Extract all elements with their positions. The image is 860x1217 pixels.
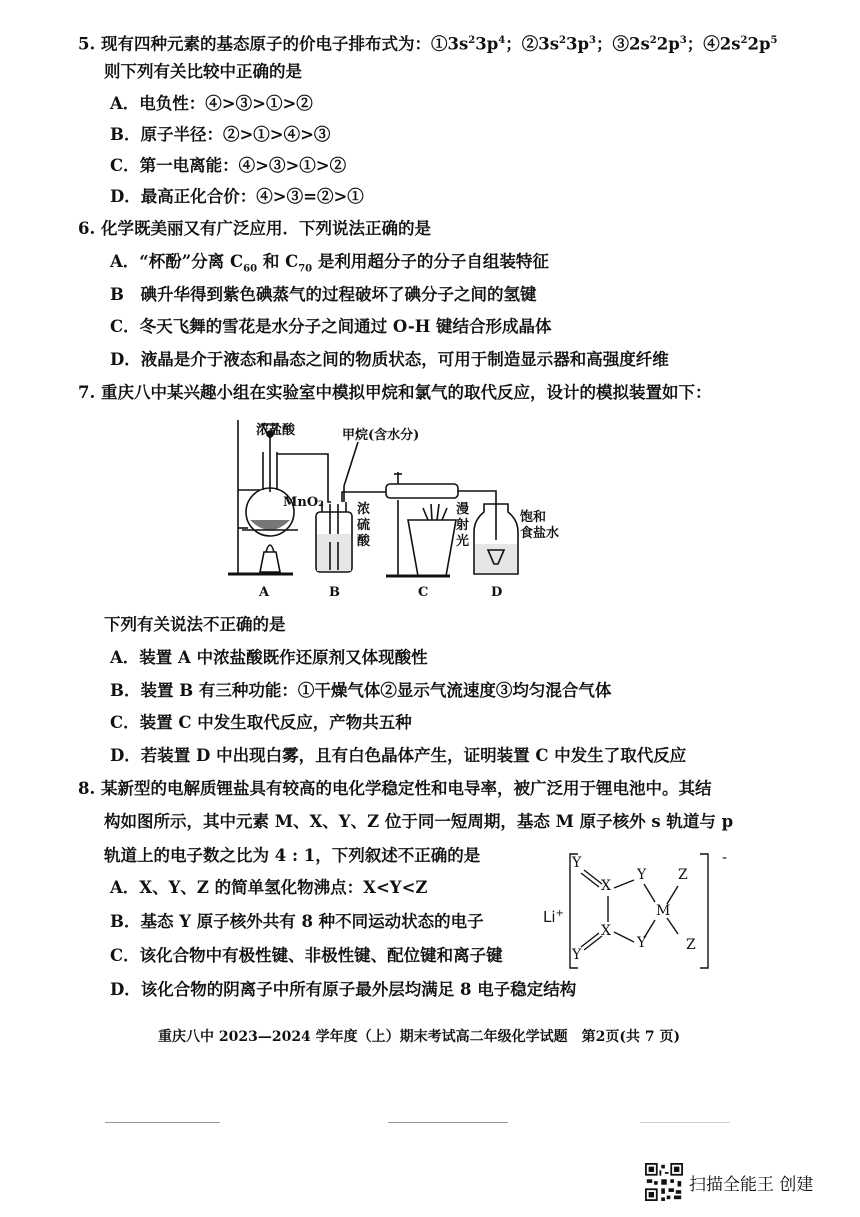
atom-y-top-left: Y	[572, 855, 582, 871]
q5-option-b: B．原子半径：②>①>④>③	[110, 125, 331, 144]
atom-y-top-right: Y	[637, 867, 647, 883]
q7-option-d: D．若装置 D 中出现白雾，且有白色晶体产生，证明装置 C 中发生了取代反应	[110, 746, 687, 765]
q8-option-b: B．基态 Y 原子核外共有 8 种不同运动状态的电子	[110, 912, 484, 931]
label-apparatus-a: A	[259, 585, 270, 600]
label-ch4: 甲烷(含水分)	[342, 428, 420, 443]
q6-stem: 6. 化学既美丽又有广泛应用．下列说法正确的是	[78, 219, 431, 238]
atom-x-bottom: X	[601, 923, 611, 939]
q8-stem-line3: 轨道上的电子数之比为 4 : 1，下列叙述不正确的是	[104, 846, 481, 865]
q8-stem-line2: 构如图所示，其中元素 M、X、Y、Z 位于同一短周期，基态 M 原子核外 s 轨道与 p	[104, 812, 734, 831]
divider-middle	[388, 1122, 508, 1123]
q6-option-a: A．“杯酚”分离 $C_{60}$ 和 $C_{70}$ 是利用超分子的分子自组装特征	[110, 252, 549, 275]
q8-option-d: D．该化合物的阴离子中所有原子最外层均满足 8 电子稳定结构	[110, 980, 577, 999]
atom-y-bottom-right: Y	[637, 935, 647, 951]
q6-option-c: C．冬天飞舞的雪花是水分子之间通过 O-H 键结合形成晶体	[110, 317, 552, 336]
q8-option-a: A．X、Y、Z 的简单氢化物沸点：X<Y<Z	[110, 878, 428, 897]
atom-m: M	[656, 903, 671, 919]
page-footer: 重庆八中 2023—2024 学年度（上）期末考试高二年级化学试题 第2页(共 7 页)	[158, 1029, 681, 1045]
label-mno2: MnO₂	[283, 495, 324, 510]
atom-y-bottom-left: Y	[572, 947, 582, 963]
q5-option-a: A．电负性：④>③>①>②	[110, 94, 313, 113]
li-cation: Li+	[543, 908, 564, 926]
q7-stem: 7. 重庆八中某兴趣小组在实验室中模拟甲烷和氯气的取代反应，设计的模拟装置如下：	[78, 383, 712, 402]
q7-stem-line2: 下列有关说法不正确的是	[104, 615, 286, 634]
atom-z-bottom: Z	[686, 937, 696, 953]
q5-stem-line2: 则下列有关比较中正确的是	[104, 62, 302, 81]
label-apparatus-d: D	[491, 585, 503, 600]
q5-option-c: C．第一电离能：④>③>①>②	[110, 156, 347, 175]
divider-left	[105, 1122, 220, 1123]
label-nacl: 饱和 食盐水	[520, 510, 560, 541]
charge-minus: -	[722, 848, 728, 866]
q6-option-d: D．液晶是介于液态和晶态之间的物质状态，可用于制造显示器和高强度纤维	[110, 350, 669, 369]
q5-stem: 5. 现有四种元素的基态原子的价电子排布式为：$①3s^23p^4$；$②3s^23p^3$；$③2s^22p^3$；$④2s^22p^5$	[78, 34, 778, 54]
scanner-watermark	[645, 1163, 813, 1201]
q6-option-b: B 碘升华得到紫色碘蒸气的过程破坏了碘分子之间的氢键	[110, 285, 537, 304]
label-apparatus-b: B	[329, 585, 340, 600]
q8-stem-line1: 8. 某新型的电解质锂盐具有较高的电化学稳定性和电导率，被广泛用于锂电池中。其结	[78, 779, 712, 798]
divider-right	[640, 1122, 730, 1123]
q5-option-d: D．最高正化合价：④>③=②>①	[110, 187, 364, 206]
watermark-text: 扫描全能王 创建	[689, 1174, 814, 1195]
atom-z-top: Z	[678, 867, 688, 883]
atom-x-top: X	[601, 878, 611, 894]
label-h2so4: 浓 硫 酸	[357, 502, 371, 549]
q8-option-c: C．该化合物中有极性键、非极性键、配位键和离子键	[110, 946, 503, 965]
label-light: 漫 射 光	[456, 502, 470, 549]
q7-option-a: A．装置 A 中浓盐酸既作还原剂又体现酸性	[110, 648, 428, 667]
q7-option-b: B．装置 B 有三种功能：①干燥气体②显示气流速度③均匀混合气体	[110, 681, 612, 700]
q7-option-c: C．装置 C 中发生取代反应，产物共五种	[110, 713, 412, 732]
label-apparatus-c: C	[418, 585, 429, 600]
label-hcl: 浓盐酸	[256, 423, 296, 438]
qr-code-icon	[645, 1163, 683, 1201]
